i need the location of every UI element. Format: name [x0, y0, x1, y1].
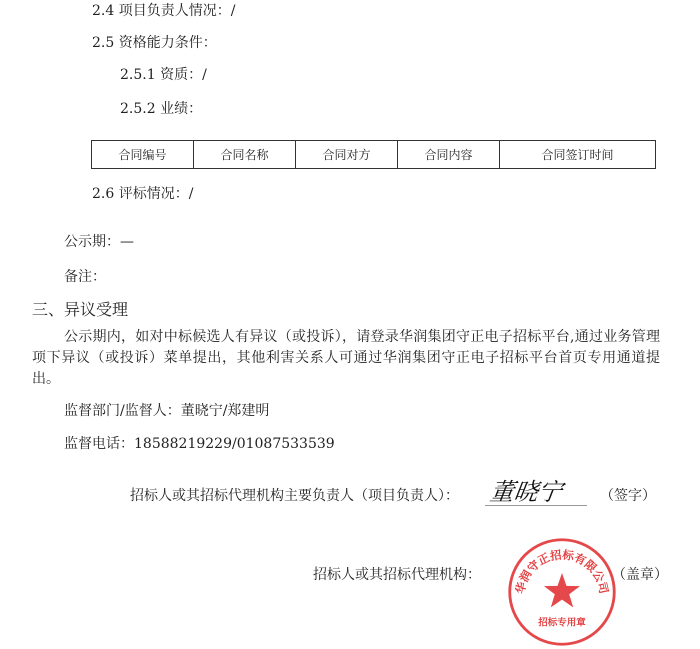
supervisor-phone: 监督电话：18588219229/01087533539: [64, 436, 335, 452]
sign-suffix: （签字）: [600, 488, 656, 504]
supervisor-line: 监督部门/监督人：董晓宁/郑建明: [64, 403, 270, 419]
item-2-5-1: 2.5.1 资质：/: [120, 67, 207, 83]
contract-table-header-row: [92, 141, 656, 169]
header-contract-content: 合同内容: [398, 141, 500, 169]
item-2-4: 2.4 项目负责人情况：/: [92, 3, 236, 19]
header-contract-name: 合同名称: [194, 141, 296, 169]
item-2-5: 2.5 资格能力条件：: [92, 35, 217, 51]
remarks: 备注：: [64, 269, 106, 285]
objection-paragraph: 公示期内，如对中标候选人有异议（或投诉），请登录华润集团守正电子招标平台,通过业务管理项下异议（或投诉）菜单提出，其他利害关系人可通过华润集团守正电子招标平台首页专用通道提出。: [32, 329, 660, 387]
contract-table: [91, 140, 656, 169]
handwritten-signature: 董晓宁: [488, 478, 564, 506]
principal-label: 招标人或其招标代理机构主要负责人（项目负责人）：: [130, 488, 459, 504]
section3-title: 三、异议受理: [32, 300, 129, 319]
header-contract-date: 合同签订时间: [500, 141, 656, 169]
publicity-period: 公示期：—: [64, 234, 134, 250]
seal-star-icon: [544, 573, 580, 607]
agency-label: 招标人或其招标代理机构：: [313, 567, 481, 583]
seal-suffix: （盖章）: [612, 567, 668, 583]
item-2-5-2: 2.5.2 业绩：: [120, 101, 203, 117]
seal-center-text: 招标专用章: [538, 617, 586, 629]
official-seal-stamp: [505, 535, 619, 649]
header-contract-number: 合同编号: [92, 141, 194, 169]
item-2-6: 2.6 评标情况：/: [92, 186, 194, 202]
seal-arc-text: 华润守正招标有限公司: [512, 547, 612, 595]
header-contract-party: 合同对方: [296, 141, 398, 169]
